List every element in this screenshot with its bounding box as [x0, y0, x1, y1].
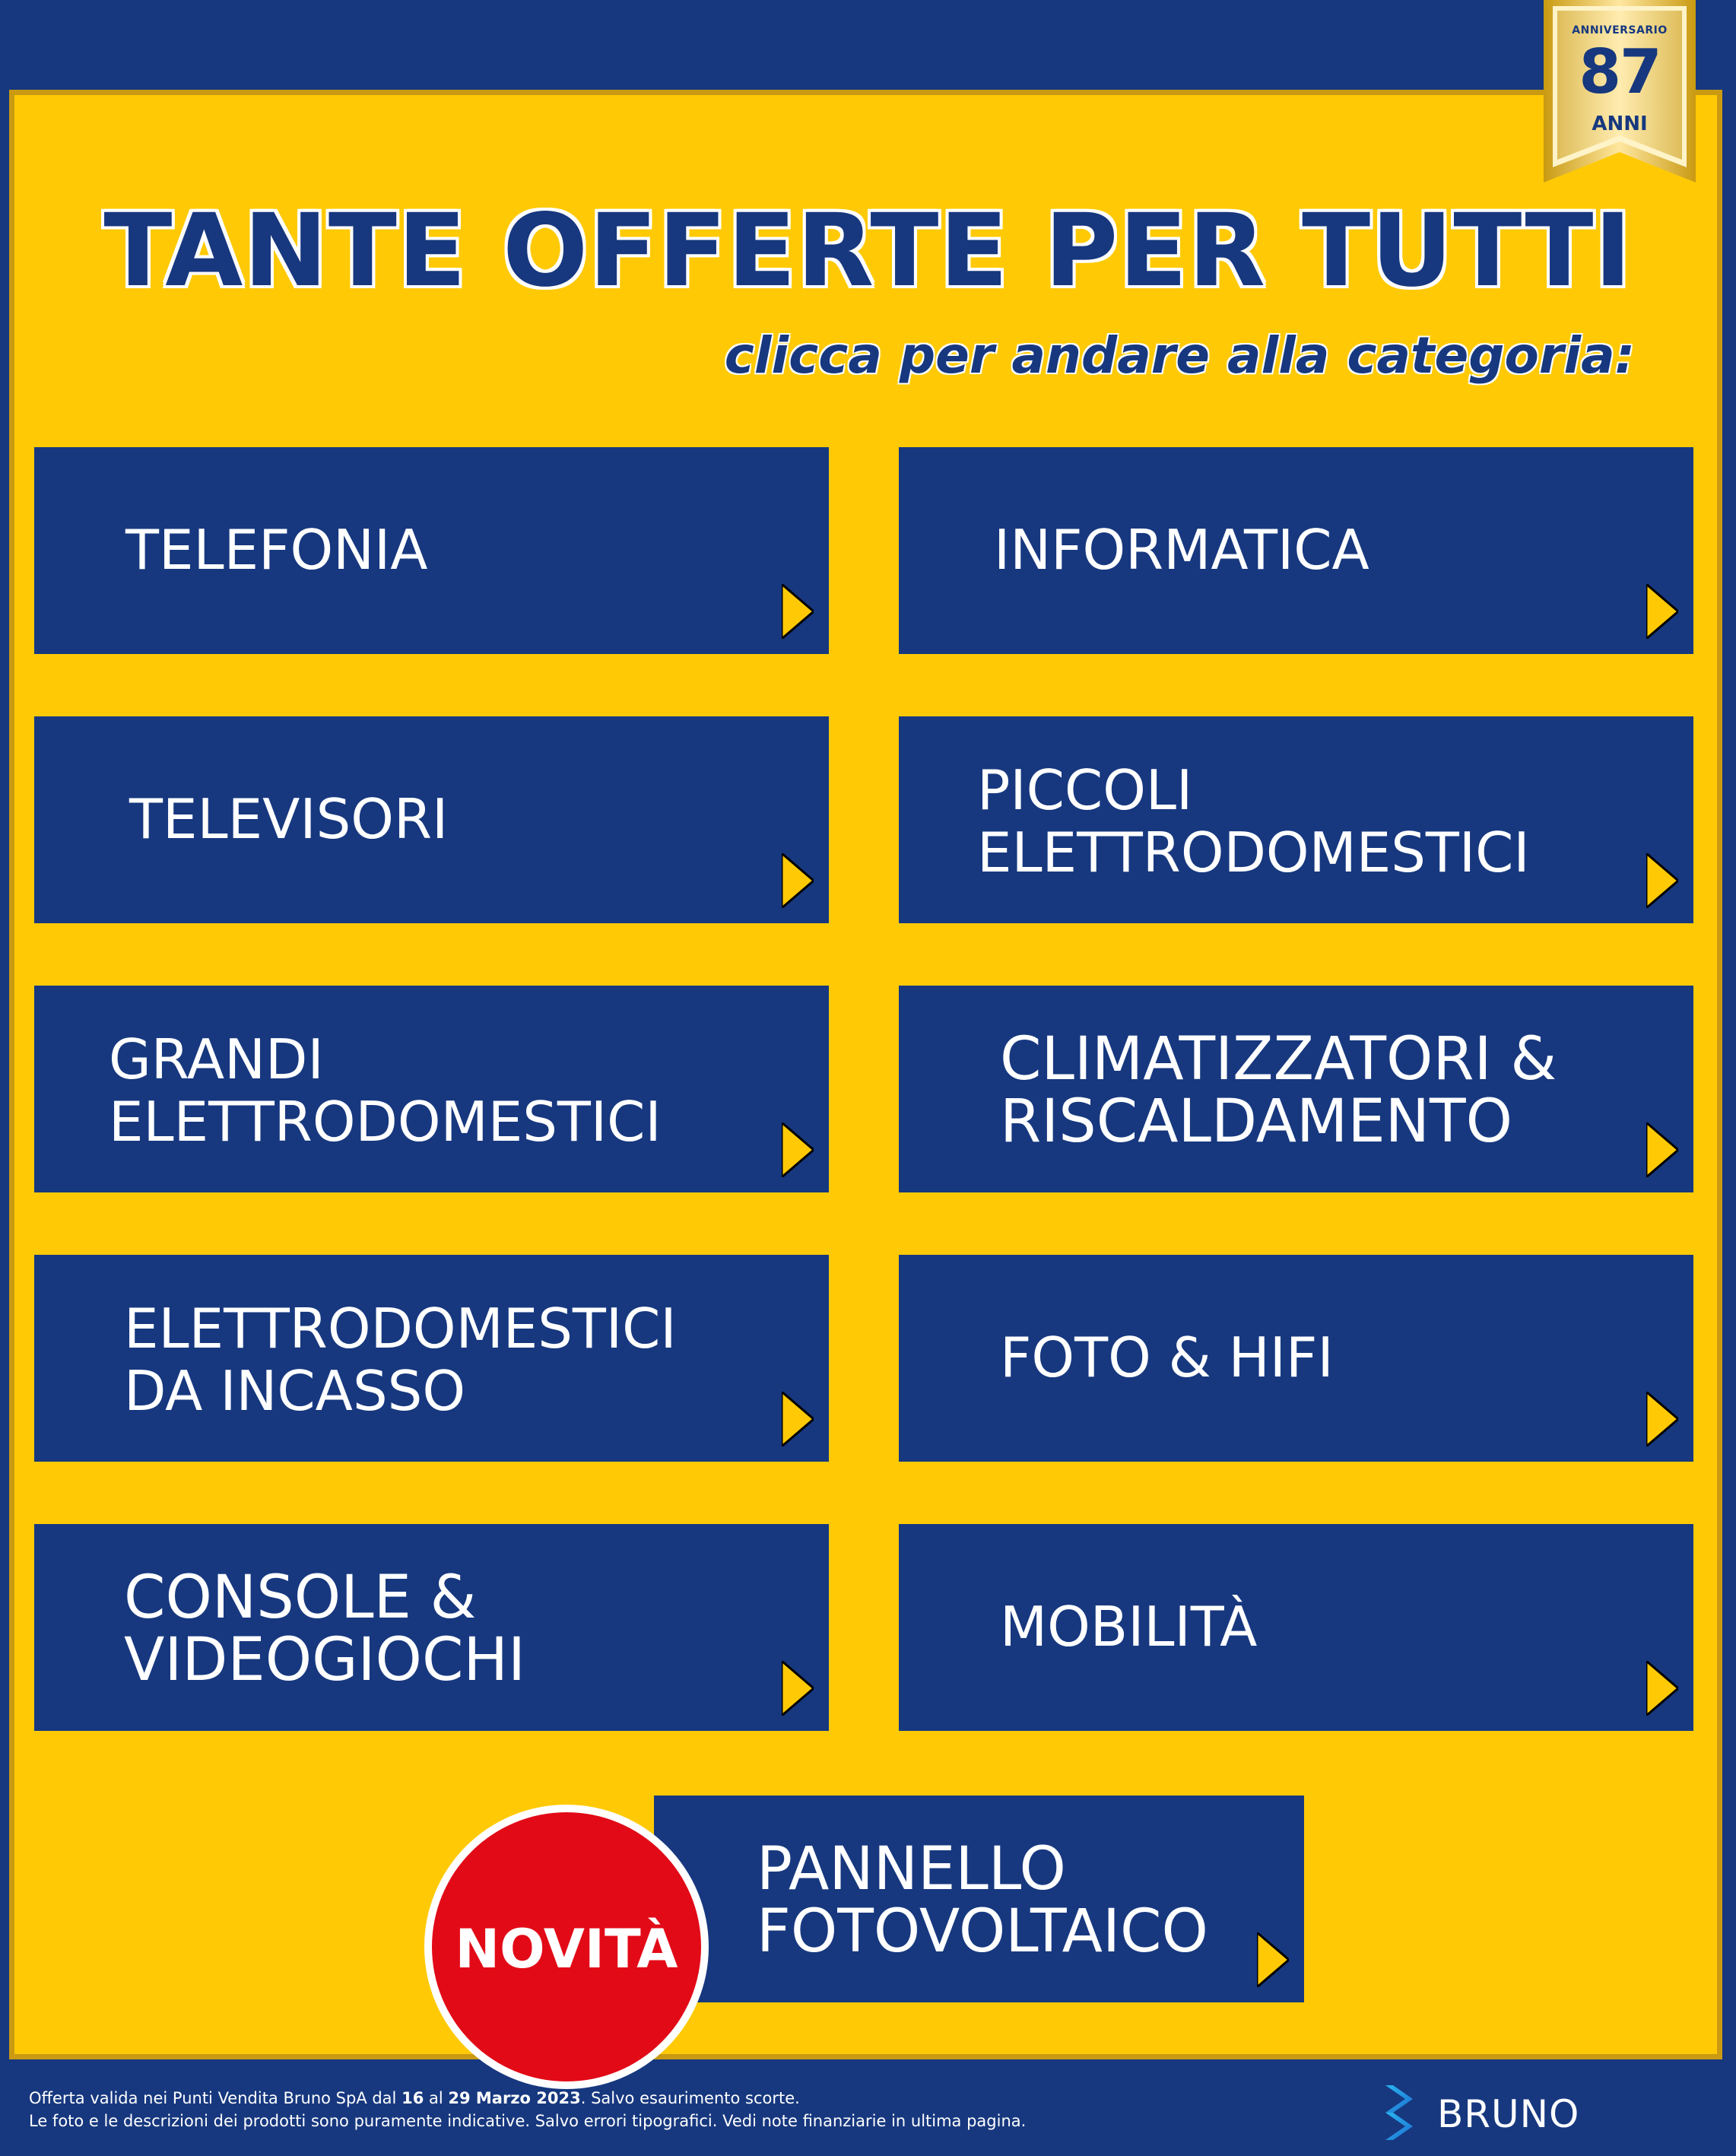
top-bar — [0, 0, 1736, 91]
category-label: TELEFONIA — [125, 518, 428, 582]
anniversary-badge — [1544, 0, 1696, 186]
play-triangle-icon — [1646, 1661, 1678, 1716]
category-button-pannello-fotovoltaico[interactable] — [654, 1796, 1304, 2002]
footer-disclaimer — [29, 2087, 1026, 2132]
bruno-logo-icon — [1375, 2082, 1428, 2143]
badge-number: 87 — [1579, 37, 1661, 107]
category-button-televisori[interactable] — [34, 716, 829, 923]
novita-badge — [424, 1805, 709, 2089]
category-button-informatica[interactable] — [899, 447, 1693, 654]
play-triangle-icon — [782, 1392, 814, 1446]
category-button-piccoli-elettrodomestici[interactable] — [899, 716, 1693, 923]
category-button-climatizzatori[interactable] — [899, 986, 1693, 1192]
category-label: TELEVISORI — [129, 787, 449, 851]
category-button-grandi-elettrodomestici[interactable] — [34, 986, 829, 1192]
bruno-logo[interactable] — [1375, 2082, 1595, 2143]
category-label: ELETTRODOMESTICI DA INCASSO — [124, 1297, 677, 1423]
footer-line-2: Le foto e le descrizioni dei prodotti sono puramente indicative. Salvo errori tipografici. Vedi note finanziarie in ultima pagina. — [29, 2112, 1027, 2130]
category-label: PANNELLO FOTOVOLTAICO — [757, 1835, 1208, 1966]
play-triangle-icon — [782, 584, 814, 639]
play-triangle-icon — [1257, 1932, 1289, 1987]
category-label: GRANDI ELETTRODOMESTICI — [109, 1027, 662, 1154]
play-triangle-icon — [782, 1122, 814, 1177]
play-triangle-icon — [1646, 853, 1678, 908]
play-triangle-icon — [1646, 1122, 1678, 1177]
category-button-console-videogiochi[interactable] — [34, 1524, 829, 1731]
play-triangle-icon — [782, 1661, 814, 1716]
novita-badge-text: NOVITÀ — [455, 1918, 678, 1980]
category-label: PICCOLI ELETTRODOMESTICI — [977, 758, 1530, 884]
play-triangle-icon — [1646, 1392, 1678, 1446]
category-label: MOBILITÀ — [1000, 1595, 1258, 1659]
footer-line-1: Offerta valida nei Punti Vendita Bruno SpA dal 16 al 29 Marzo 2023. Salvo esaurimento scorte. — [29, 2089, 800, 2107]
category-label: CONSOLE & VIDEOGIOCHI — [124, 1564, 526, 1694]
category-button-mobilita[interactable] — [899, 1524, 1693, 1731]
category-button-elettrodomestici-da-incasso[interactable] — [34, 1255, 829, 1462]
category-label: CLIMATIZZATORI & RISCALDAMENTO — [1000, 1025, 1557, 1156]
badge-bottom-text: ANNI — [1592, 113, 1648, 135]
category-label: FOTO & HIFI — [1000, 1326, 1334, 1389]
category-label: INFORMATICA — [994, 518, 1369, 582]
page-title: TANTE OFFERTE PER TUTTI — [103, 192, 1633, 310]
play-triangle-icon — [782, 853, 814, 908]
category-button-telefonia[interactable] — [34, 447, 829, 654]
bruno-logo-text: BRUNO — [1437, 2092, 1580, 2136]
category-button-foto-hifi[interactable] — [899, 1255, 1693, 1462]
play-triangle-icon — [1646, 584, 1678, 639]
badge-top-text: ANNIVERSARIO — [1572, 24, 1668, 37]
page-subtitle: clicca per andare alla categoria: — [724, 326, 1635, 385]
